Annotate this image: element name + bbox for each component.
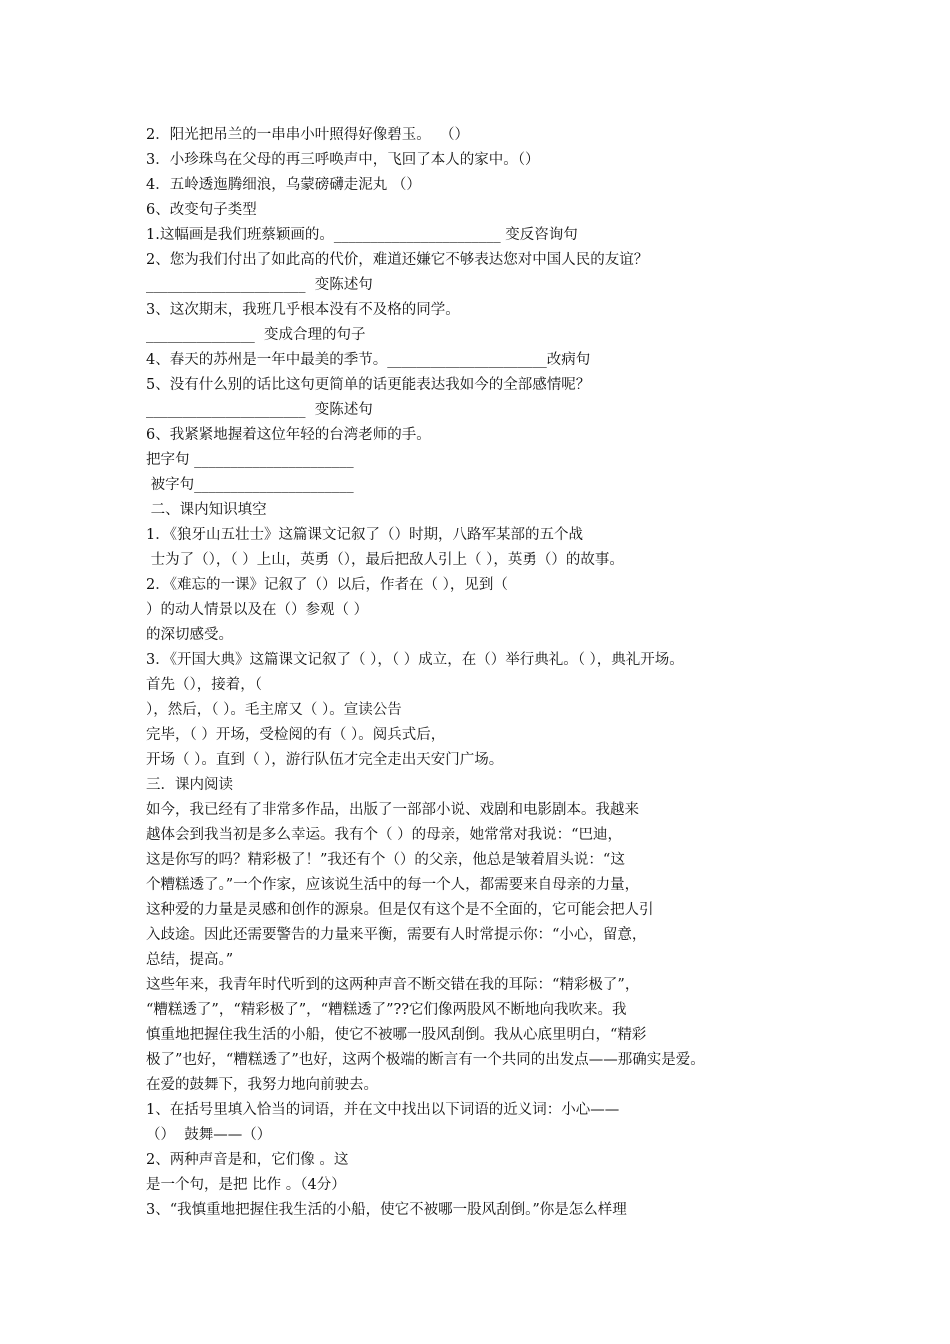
reading-passage-line: 如今，我已经有了非常多作品，出版了一部部小说、戏剧和电影剧本。我越来	[146, 802, 639, 818]
question-line: 4．五岭透迤腾细浪，乌蒙磅礴走泥丸 （）	[146, 177, 421, 193]
section-heading: 二、课内知识填空	[146, 502, 267, 518]
question-line: 3、“我慎重地把握住我生活的小船，使它不被哪一股风刮倒。”你是怎么样理	[146, 1202, 627, 1218]
question-line: 3、这次期末，我班几乎根本没有不及格的同学。	[146, 302, 460, 318]
answer-blank-line: ______________________ 变陈述句	[146, 277, 373, 293]
question-line: 士为了（），（ ）上山，英勇（），最后把敌人引上（ ），英勇（）的故事。	[146, 552, 624, 568]
reading-passage-line: 这些年来，我青年时代听到的这两种声音不断交错在我的耳际：“精彩极了”，	[146, 977, 640, 993]
section-heading: 三．课内阅读	[146, 777, 233, 793]
question-line: ）的动人情景以及在（）参观（ ）	[146, 602, 369, 618]
answer-blank-line: 被字句______________________	[146, 477, 354, 493]
question-line: 是一个句，是把 比作 。（4分）	[146, 1177, 346, 1193]
question-line: 4、春天的苏州是一年中最美的季节。______________________改病句	[146, 352, 591, 368]
question-line: 开场（ ）。直到（ ），游行队伍才完全走出天安门广场。	[146, 752, 504, 768]
question-line: 1、在括号里填入恰当的词语，并在文中找出以下词语的近义词：小心——	[146, 1102, 620, 1118]
answer-blank-line: _______________ 变成合理的句子	[146, 327, 366, 343]
question-line: 3．《开国大典》这篇课文记叙了（ ），（ ）成立，在（）举行典礼。（ ），典礼开场。	[146, 652, 684, 668]
question-line: 2、您为我们付出了如此高的代价，难道还嫌它不够表达您对中国人民的友谊？	[146, 252, 649, 268]
question-line: 1．《狼牙山五壮士》这篇课文记叙了（）时期，八路军某部的五个战	[146, 527, 583, 543]
question-line: （） 鼓舞——（）	[146, 1127, 272, 1143]
reading-passage-line: 这是你写的吗？精彩极了！”我还有个（）的父亲，他总是皱着眉头说：“这	[146, 852, 625, 868]
question-line: 2．阳光把吊兰的一串串小叶照得好像碧玉。 （）	[146, 127, 469, 143]
reading-passage-line: 个糟糕透了。”一个作家，应该说生活中的每一个人，都需要来自母亲的力量，	[146, 877, 640, 893]
reading-passage-line: 慎重地把握住我生活的小船，使它不被哪一股风刮倒。我从心底里明白，“精彩	[146, 1027, 647, 1043]
question-line: 3．小珍珠鸟在父母的再三呼唤声中，飞回了本人的家中。（）	[146, 152, 540, 168]
question-line: 1.这幅画是我们班蔡颖画的。_______________________ 变反咨询句	[146, 227, 578, 243]
question-line: 完毕，（ ）开场，受检阅的有（ ）。阅兵式后，	[146, 727, 446, 743]
question-line: 5、没有什么别的话比这句更简单的话更能表达我如今的全部感情呢？	[146, 377, 591, 393]
reading-passage-line: 在爱的鼓舞下，我努力地向前驶去。	[146, 1077, 378, 1093]
question-line: 2、两种声音是和，它们像 。这	[146, 1152, 349, 1168]
question-line: 6、我紧紧地握着这位年轻的台湾老师的手。	[146, 427, 431, 443]
section-heading: 6、改变句子类型	[146, 202, 257, 218]
question-line: 的深切感受。	[146, 627, 233, 643]
question-line: 2．《难忘的一课》记叙了（）以后，作者在（ ），见到（	[146, 577, 508, 593]
answer-blank-line: 把字句 ______________________	[146, 452, 354, 468]
reading-passage-line: 极了”也好，“糟糕透了”也好，这两个极端的断言有一个共同的出发点——那确实是爱。	[146, 1052, 705, 1068]
reading-passage-line: “糟糕透了”，“精彩极了”，“糟糕透了”??它们像两股风不断地向我吹来。我	[146, 1002, 627, 1018]
question-line: 首先（），接着，（	[146, 677, 262, 693]
reading-passage-line: 越体会到我当初是多么幸运。我有个（ ）的母亲，她常常对我说：“巴迪，	[146, 827, 623, 843]
reading-passage-line: 入歧途。因此还需要警告的力量来平衡，需要有人时常提示你：“小心，留意，	[146, 927, 647, 943]
reading-passage-line: 总结，提高。”	[146, 952, 234, 968]
question-line: ），然后，（ ）。毛主席又（ ）。宣读公告	[146, 702, 402, 718]
reading-passage-line: 这种爱的力量是灵感和创作的源泉。但是仅有这个是不全面的，它可能会把人引	[146, 902, 654, 918]
answer-blank-line: ______________________ 变陈述句	[146, 402, 373, 418]
